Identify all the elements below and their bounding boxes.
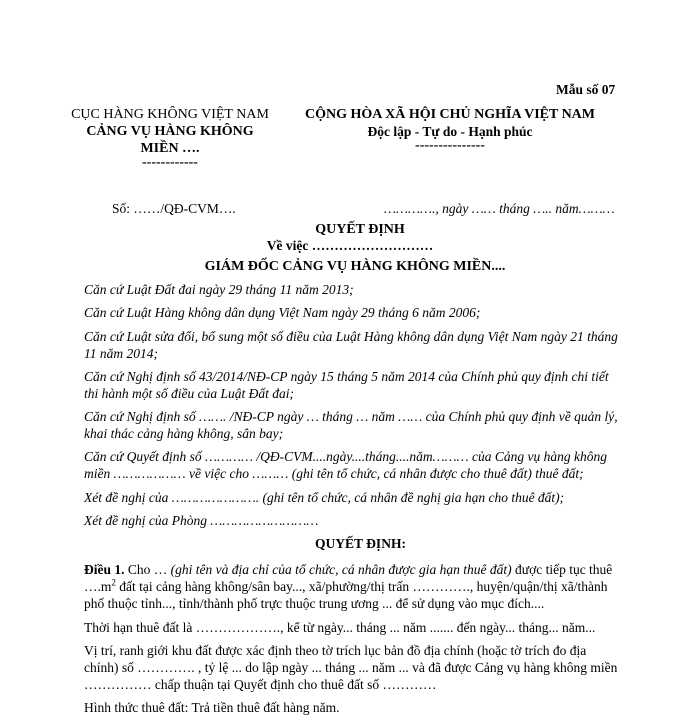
document-body: [84, 281, 619, 722]
lease-term: Thời hạn thuê đất là ………………., kể từ ngày... tháng ... năm ....... đến ngày... tháng... năm...: [84, 619, 596, 635]
superscript: 2: [111, 577, 116, 588]
article-1-text: Cho …: [124, 562, 171, 578]
article-1: [84, 561, 619, 716]
decision-subject: Về việc ………………………: [266, 238, 434, 253]
decision-title: QUYẾT ĐỊNH: [315, 222, 405, 237]
director-heading: GIÁM ĐỐC CẢNG VỤ HÀNG KHÔNG MIỀN....: [204, 259, 506, 274]
basis-item: Xét đề nghị của Phòng ………………………: [84, 513, 319, 529]
basis-item: Căn cứ Nghị định số 43/2014/NĐ-CP ngày 15 tháng 5 năm 2014 của Chính phủ quy định chi tiết thi hành một số điều của Luật Đất đai;: [84, 368, 609, 401]
basis-item: Căn cứ Luật Đất đai ngày 29 tháng 11 năm 2013;: [84, 282, 354, 297]
article-1-label: Điều 1.: [84, 562, 125, 578]
agency-divider: ------------: [142, 155, 198, 170]
document-date: …………., ngày …… tháng ….. năm………: [384, 201, 615, 216]
agency-name: CẢNG VỤ HÀNG KHÔNG MIỀN ….: [86, 124, 254, 156]
article-1-text: đất tại cảng hàng không/sân bay..., xã/phường/thị trấn …………., huyện/quận/thị xã/thành phố thuộc tỉnh..., tỉnh/thành phố trực thuộc trung ương ... để sử dụng vào mục đích....: [84, 579, 608, 612]
article-1-note: (ghi tên và địa chỉ của tổ chức, cá nhân được gia hạn thuê đất): [170, 562, 512, 578]
land-location: Vị trí, ranh giới khu đất được xác định theo tờ trích lục bản đồ địa chính (hoặc tờ trích đo địa chính) số …………. , tỷ lệ ... do lập ngày ... tháng ... năm ... và đã được Cảng vụ hàng không miền …………… chấp thuận tại Quyết định cho thuê đất số …………: [84, 642, 618, 692]
basis-item: Căn cứ Luật sửa đổi, bổ sung một số điều của Luật Hàng không dân dụng Việt Nam ngày 21 tháng 11 năm 2014;: [84, 328, 618, 361]
agency-parent: CỤC HÀNG KHÔNG VIỆT NAM: [71, 107, 269, 122]
issuing-agency: [70, 106, 270, 169]
lease-payment-form: Hình thức thuê đất: Trả tiền thuê đất hàng năm.: [84, 699, 340, 715]
decides-heading: QUYẾT ĐỊNH:: [315, 536, 406, 552]
basis-item: Căn cứ Quyết định số ………… /QĐ-CVM....ngày....tháng....năm……… của Cảng vụ hàng không miền ……………… về việc cho ……… (ghi tên tổ chức, cá nhân được cho thuê đất) thuê đất;: [84, 449, 607, 482]
nation-name: CỘNG HÒA XÃ HỘI CHỦ NGHĨA VIỆT NAM: [304, 107, 595, 122]
basis-item: Xét đề nghị của …………………. (ghi tên tổ chức, cá nhân đề nghị gia hạn cho thuê đất);: [84, 489, 565, 505]
article-1-paragraph: [84, 561, 619, 612]
basis-item: Căn cứ Luật Hàng không dân dụng Việt Nam ngày 29 tháng 6 năm 2006;: [84, 305, 481, 321]
legal-basis: [84, 281, 619, 529]
article-1-text: được tiếp tục thuê ….m: [84, 562, 613, 595]
document-number: Số: ……/QĐ-CVM….: [112, 201, 236, 216]
nation-divider: ---------------: [415, 138, 485, 153]
national-header: [290, 106, 610, 152]
nation-motto: Độc lập - Tự do - Hạnh phúc: [367, 124, 533, 139]
form-number: Mẫu số 07: [556, 82, 616, 97]
basis-item: Căn cứ Nghị định số ……. /NĐ-CP ngày … tháng … năm …… của Chính phủ quy định về quản lý, khai thác cảng hàng không, sân bay;: [84, 409, 618, 442]
